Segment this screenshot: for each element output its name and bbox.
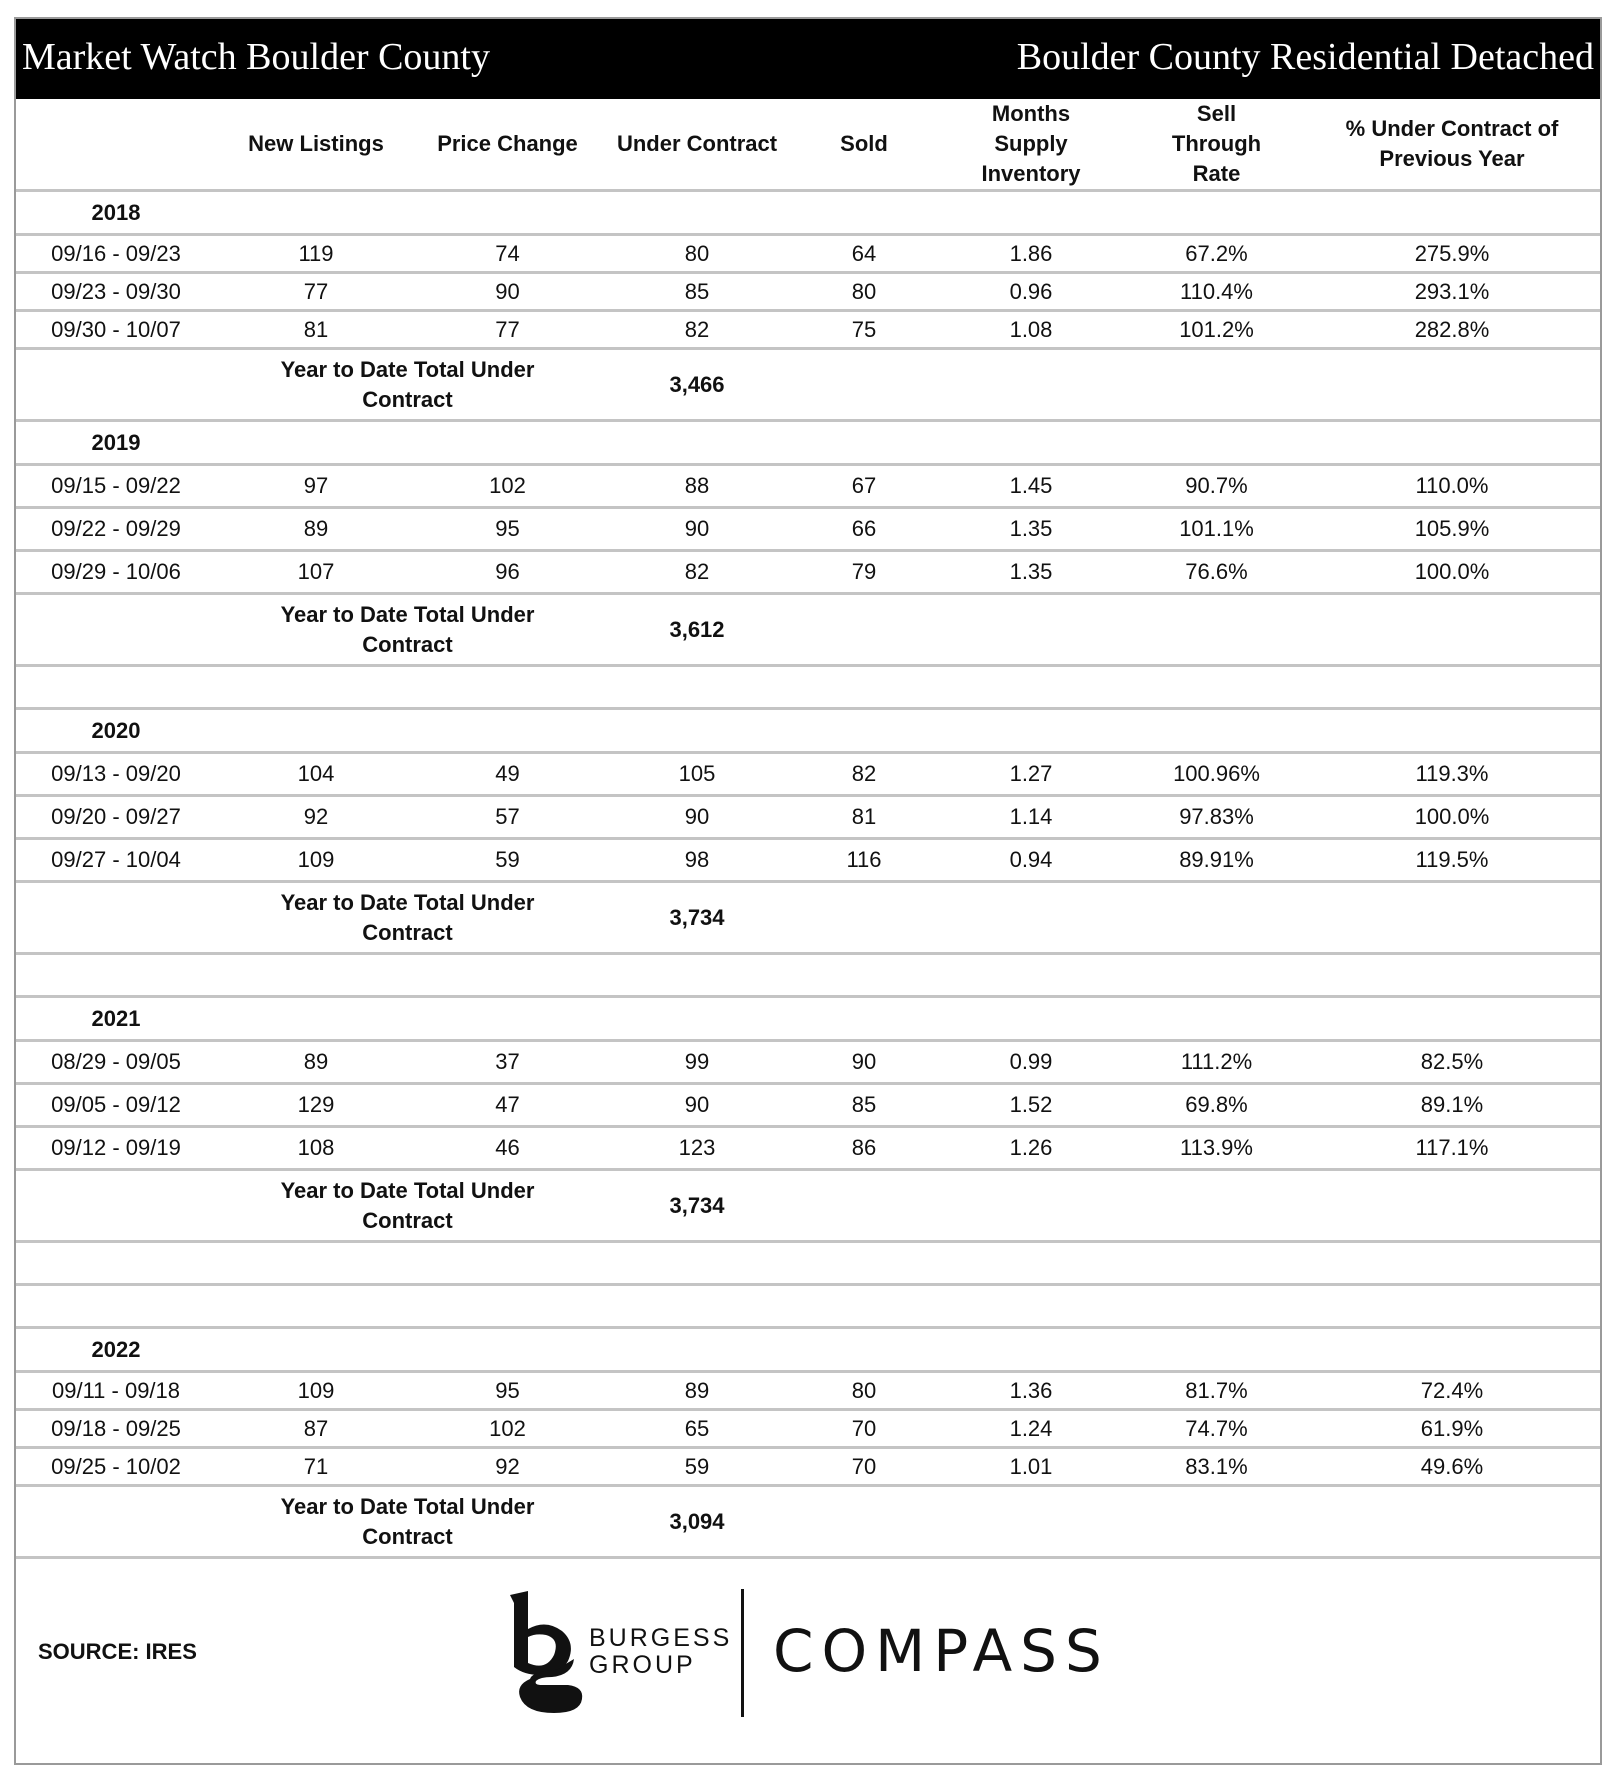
col-months-supply: Months Supply Inventory xyxy=(981,101,1081,186)
empty-cell xyxy=(16,1242,1600,1285)
table-row xyxy=(16,839,1600,882)
cell-sold: 79 xyxy=(795,551,933,594)
cell-months-supply: 1.45 xyxy=(933,465,1129,508)
empty-cell xyxy=(1304,594,1600,666)
empty-cell xyxy=(795,882,933,954)
report-frame xyxy=(14,17,1602,1765)
empty-cell xyxy=(16,349,216,421)
year-row xyxy=(16,421,1600,465)
cell-sold: 66 xyxy=(795,508,933,551)
ytd-total: 3,734 xyxy=(599,882,795,954)
cell-sell-through: 81.7% xyxy=(1129,1372,1304,1410)
cell-months-supply: 0.96 xyxy=(933,273,1129,311)
spacer-row xyxy=(16,666,1600,709)
empty-cell xyxy=(795,709,933,753)
empty-cell xyxy=(1304,191,1600,235)
ytd-label: Year to Date Total Under Contract xyxy=(216,349,599,421)
spacer-row xyxy=(16,954,1600,997)
title-bar xyxy=(16,19,1600,99)
cell-new-listings: 92 xyxy=(216,796,416,839)
empty-cell xyxy=(1129,1170,1304,1242)
cell-new-listings: 108 xyxy=(216,1127,416,1170)
cell-pct-prev: 82.5% xyxy=(1304,1041,1600,1084)
cell-price-change: 37 xyxy=(416,1041,599,1084)
cell-sold: 75 xyxy=(795,311,933,349)
week-range: 09/05 - 09/12 xyxy=(16,1084,216,1127)
table-row xyxy=(16,753,1600,796)
empty-cell xyxy=(416,421,599,465)
cell-under-contract: 99 xyxy=(599,1041,795,1084)
cell-months-supply: 1.08 xyxy=(933,311,1129,349)
cell-sold: 64 xyxy=(795,235,933,273)
cell-pct-prev: 49.6% xyxy=(1304,1448,1600,1486)
empty-cell xyxy=(795,1328,933,1372)
cell-under-contract: 90 xyxy=(599,508,795,551)
source-note: SOURCE: IRES xyxy=(38,1639,197,1664)
cell-sell-through: 110.4% xyxy=(1129,273,1304,311)
cell-pct-prev: 282.8% xyxy=(1304,311,1600,349)
table-row xyxy=(16,796,1600,839)
col-new-listings: New Listings xyxy=(248,131,384,156)
cell-sell-through: 101.1% xyxy=(1129,508,1304,551)
empty-cell xyxy=(16,666,1600,709)
footer xyxy=(16,1559,1600,1748)
cell-new-listings: 77 xyxy=(216,273,416,311)
empty-cell xyxy=(1129,997,1304,1041)
cell-months-supply: 0.99 xyxy=(933,1041,1129,1084)
empty-cell xyxy=(933,1486,1129,1558)
cell-new-listings: 97 xyxy=(216,465,416,508)
year-label: 2020 xyxy=(16,709,216,753)
cell-price-change: 96 xyxy=(416,551,599,594)
cell-sell-through: 74.7% xyxy=(1129,1410,1304,1448)
table-row xyxy=(16,508,1600,551)
cell-sold: 70 xyxy=(795,1410,933,1448)
cell-price-change: 59 xyxy=(416,839,599,882)
week-range: 09/30 - 10/07 xyxy=(16,311,216,349)
cell-under-contract: 65 xyxy=(599,1410,795,1448)
table-row xyxy=(16,273,1600,311)
cell-price-change: 57 xyxy=(416,796,599,839)
cell-sell-through: 97.83% xyxy=(1129,796,1304,839)
cell-sell-through: 113.9% xyxy=(1129,1127,1304,1170)
week-range: 09/13 - 09/20 xyxy=(16,753,216,796)
empty-cell xyxy=(795,1170,933,1242)
cell-new-listings: 129 xyxy=(216,1084,416,1127)
empty-cell xyxy=(16,1285,1600,1328)
cell-price-change: 102 xyxy=(416,465,599,508)
ytd-row xyxy=(16,594,1600,666)
cell-new-listings: 89 xyxy=(216,508,416,551)
empty-cell xyxy=(1304,882,1600,954)
empty-cell xyxy=(1129,349,1304,421)
empty-cell xyxy=(1129,882,1304,954)
empty-cell xyxy=(1304,1170,1600,1242)
table-row xyxy=(16,1372,1600,1410)
empty-cell xyxy=(1304,1328,1600,1372)
cell-sold: 90 xyxy=(795,1041,933,1084)
empty-cell xyxy=(599,421,795,465)
cell-sold: 80 xyxy=(795,273,933,311)
cell-sold: 80 xyxy=(795,1372,933,1410)
cell-pct-prev: 293.1% xyxy=(1304,273,1600,311)
week-range: 09/25 - 10/02 xyxy=(16,1448,216,1486)
empty-cell xyxy=(1304,709,1600,753)
week-range: 09/12 - 09/19 xyxy=(16,1127,216,1170)
ytd-label: Year to Date Total Under Contract xyxy=(216,1170,599,1242)
cell-sell-through: 101.2% xyxy=(1129,311,1304,349)
market-table xyxy=(16,99,1600,1748)
empty-cell xyxy=(1304,349,1600,421)
cell-new-listings: 89 xyxy=(216,1041,416,1084)
empty-cell xyxy=(795,191,933,235)
table-row xyxy=(16,1041,1600,1084)
cell-pct-prev: 105.9% xyxy=(1304,508,1600,551)
year-label: 2022 xyxy=(16,1328,216,1372)
cell-new-listings: 107 xyxy=(216,551,416,594)
burgess-group-wordmark xyxy=(589,1625,732,1679)
table-row xyxy=(16,1410,1600,1448)
cell-price-change: 90 xyxy=(416,273,599,311)
table-body xyxy=(16,99,1600,1748)
week-range: 09/15 - 09/22 xyxy=(16,465,216,508)
col-sold: Sold xyxy=(840,131,888,156)
empty-cell xyxy=(16,1486,216,1558)
year-row xyxy=(16,191,1600,235)
cell-months-supply: 0.94 xyxy=(933,839,1129,882)
empty-cell xyxy=(1129,709,1304,753)
year-label: 2019 xyxy=(16,421,216,465)
ytd-total: 3,466 xyxy=(599,349,795,421)
cell-sell-through: 67.2% xyxy=(1129,235,1304,273)
empty-cell xyxy=(1129,1486,1304,1558)
cell-sell-through: 69.8% xyxy=(1129,1084,1304,1127)
year-label: 2021 xyxy=(16,997,216,1041)
cell-months-supply: 1.35 xyxy=(933,508,1129,551)
col-sell-through: Sell Through Rate xyxy=(1171,101,1262,186)
cell-under-contract: 59 xyxy=(599,1448,795,1486)
ytd-label: Year to Date Total Under Contract xyxy=(216,882,599,954)
cell-price-change: 49 xyxy=(416,753,599,796)
cell-sell-through: 111.2% xyxy=(1129,1041,1304,1084)
empty-cell xyxy=(599,191,795,235)
cell-pct-prev: 119.5% xyxy=(1304,839,1600,882)
cell-sell-through: 90.7% xyxy=(1129,465,1304,508)
cell-pct-prev: 89.1% xyxy=(1304,1084,1600,1127)
empty-cell xyxy=(16,954,1600,997)
cell-under-contract: 123 xyxy=(599,1127,795,1170)
cell-sold: 85 xyxy=(795,1084,933,1127)
empty-cell xyxy=(599,1328,795,1372)
cell-sold: 67 xyxy=(795,465,933,508)
cell-price-change: 77 xyxy=(416,311,599,349)
empty-cell xyxy=(1129,421,1304,465)
cell-price-change: 74 xyxy=(416,235,599,273)
cell-sold: 116 xyxy=(795,839,933,882)
empty-cell xyxy=(795,349,933,421)
empty-cell xyxy=(933,882,1129,954)
col-pct-prev-year: % Under Contract of Previous Year xyxy=(1345,116,1559,171)
cell-sell-through: 100.96% xyxy=(1129,753,1304,796)
empty-cell xyxy=(599,709,795,753)
col-price-change: Price Change xyxy=(437,131,578,156)
cell-months-supply: 1.35 xyxy=(933,551,1129,594)
cell-under-contract: 98 xyxy=(599,839,795,882)
empty-cell xyxy=(16,1170,216,1242)
table-row xyxy=(16,1448,1600,1486)
cell-under-contract: 82 xyxy=(599,551,795,594)
footer-row xyxy=(16,1558,1600,1749)
cell-new-listings: 71 xyxy=(216,1448,416,1486)
table-row xyxy=(16,235,1600,273)
ytd-row xyxy=(16,882,1600,954)
empty-cell xyxy=(216,191,416,235)
cell-under-contract: 105 xyxy=(599,753,795,796)
table-row xyxy=(16,465,1600,508)
cell-pct-prev: 275.9% xyxy=(1304,235,1600,273)
empty-cell xyxy=(216,421,416,465)
cell-price-change: 95 xyxy=(416,508,599,551)
year-row xyxy=(16,997,1600,1041)
burgess-bg-logo xyxy=(506,1589,586,1717)
week-range: 09/11 - 09/18 xyxy=(16,1372,216,1410)
year-row xyxy=(16,709,1600,753)
ytd-total: 3,094 xyxy=(599,1486,795,1558)
cell-price-change: 46 xyxy=(416,1127,599,1170)
empty-cell xyxy=(933,1170,1129,1242)
ytd-total: 3,612 xyxy=(599,594,795,666)
week-range: 09/27 - 10/04 xyxy=(16,839,216,882)
cell-pct-prev: 72.4% xyxy=(1304,1372,1600,1410)
cell-new-listings: 109 xyxy=(216,1372,416,1410)
empty-cell xyxy=(416,997,599,1041)
cell-under-contract: 90 xyxy=(599,1084,795,1127)
empty-cell xyxy=(933,421,1129,465)
report-subtitle: Boulder County Residential Detached xyxy=(1016,36,1594,78)
cell-new-listings: 87 xyxy=(216,1410,416,1448)
spacer-row xyxy=(16,1285,1600,1328)
empty-cell xyxy=(16,594,216,666)
cell-under-contract: 90 xyxy=(599,796,795,839)
cell-under-contract: 89 xyxy=(599,1372,795,1410)
empty-cell xyxy=(1129,1328,1304,1372)
footer-cell xyxy=(16,1558,1600,1749)
cell-pct-prev: 61.9% xyxy=(1304,1410,1600,1448)
empty-cell xyxy=(933,709,1129,753)
ytd-row xyxy=(16,349,1600,421)
empty-cell xyxy=(416,709,599,753)
empty-cell xyxy=(16,882,216,954)
cell-sold: 81 xyxy=(795,796,933,839)
cell-under-contract: 80 xyxy=(599,235,795,273)
cell-months-supply: 1.27 xyxy=(933,753,1129,796)
cell-under-contract: 85 xyxy=(599,273,795,311)
cell-sold: 70 xyxy=(795,1448,933,1486)
cell-new-listings: 109 xyxy=(216,839,416,882)
empty-cell xyxy=(416,1328,599,1372)
empty-cell xyxy=(933,349,1129,421)
cell-pct-prev: 110.0% xyxy=(1304,465,1600,508)
empty-cell xyxy=(1129,594,1304,666)
ytd-label: Year to Date Total Under Contract xyxy=(216,1486,599,1558)
cell-new-listings: 81 xyxy=(216,311,416,349)
week-range: 09/16 - 09/23 xyxy=(16,235,216,273)
cell-months-supply: 1.52 xyxy=(933,1084,1129,1127)
week-range: 09/29 - 10/06 xyxy=(16,551,216,594)
cell-under-contract: 82 xyxy=(599,311,795,349)
cell-sell-through: 83.1% xyxy=(1129,1448,1304,1486)
table-row xyxy=(16,551,1600,594)
empty-cell xyxy=(1304,421,1600,465)
cell-price-change: 102 xyxy=(416,1410,599,1448)
cell-under-contract: 88 xyxy=(599,465,795,508)
cell-new-listings: 104 xyxy=(216,753,416,796)
empty-cell xyxy=(795,997,933,1041)
table-row xyxy=(16,1127,1600,1170)
cell-pct-prev: 117.1% xyxy=(1304,1127,1600,1170)
week-range: 09/20 - 09/27 xyxy=(16,796,216,839)
column-header-row xyxy=(16,99,1600,191)
week-range: 09/23 - 09/30 xyxy=(16,273,216,311)
cell-price-change: 47 xyxy=(416,1084,599,1127)
cell-pct-prev: 100.0% xyxy=(1304,796,1600,839)
spacer-row xyxy=(16,1242,1600,1285)
cell-months-supply: 1.36 xyxy=(933,1372,1129,1410)
ytd-total: 3,734 xyxy=(599,1170,795,1242)
header-blank xyxy=(16,99,216,191)
cell-pct-prev: 100.0% xyxy=(1304,551,1600,594)
empty-cell xyxy=(216,997,416,1041)
cell-price-change: 95 xyxy=(416,1372,599,1410)
cell-new-listings: 119 xyxy=(216,235,416,273)
logo-divider xyxy=(741,1589,744,1717)
report-title: Market Watch Boulder County xyxy=(22,36,490,78)
group-line: GROUP xyxy=(589,1651,696,1679)
empty-cell xyxy=(216,709,416,753)
cell-sell-through: 76.6% xyxy=(1129,551,1304,594)
ytd-row xyxy=(16,1486,1600,1558)
table-row xyxy=(16,311,1600,349)
year-label: 2018 xyxy=(16,191,216,235)
cell-sold: 86 xyxy=(795,1127,933,1170)
empty-cell xyxy=(795,421,933,465)
burgess-line: BURGESS xyxy=(589,1624,733,1652)
empty-cell xyxy=(933,997,1129,1041)
cell-price-change: 92 xyxy=(416,1448,599,1486)
cell-months-supply: 1.01 xyxy=(933,1448,1129,1486)
cell-sold: 82 xyxy=(795,753,933,796)
empty-cell xyxy=(216,1328,416,1372)
empty-cell xyxy=(933,191,1129,235)
ytd-label: Year to Date Total Under Contract xyxy=(216,594,599,666)
table-row xyxy=(16,1084,1600,1127)
week-range: 08/29 - 09/05 xyxy=(16,1041,216,1084)
cell-pct-prev: 119.3% xyxy=(1304,753,1600,796)
ytd-row xyxy=(16,1170,1600,1242)
empty-cell xyxy=(933,1328,1129,1372)
cell-months-supply: 1.26 xyxy=(933,1127,1129,1170)
empty-cell xyxy=(933,594,1129,666)
empty-cell xyxy=(1304,1486,1600,1558)
cell-sell-through: 89.91% xyxy=(1129,839,1304,882)
cell-months-supply: 1.24 xyxy=(933,1410,1129,1448)
col-under-contract: Under Contract xyxy=(616,131,778,156)
week-range: 09/22 - 09/29 xyxy=(16,508,216,551)
compass-wordmark: COMPASS xyxy=(773,1617,1110,1685)
week-range: 09/18 - 09/25 xyxy=(16,1410,216,1448)
cell-months-supply: 1.86 xyxy=(933,235,1129,273)
empty-cell xyxy=(599,997,795,1041)
cell-months-supply: 1.14 xyxy=(933,796,1129,839)
empty-cell xyxy=(1304,997,1600,1041)
year-row xyxy=(16,1328,1600,1372)
empty-cell xyxy=(795,594,933,666)
empty-cell xyxy=(795,1486,933,1558)
empty-cell xyxy=(1129,191,1304,235)
empty-cell xyxy=(416,191,599,235)
